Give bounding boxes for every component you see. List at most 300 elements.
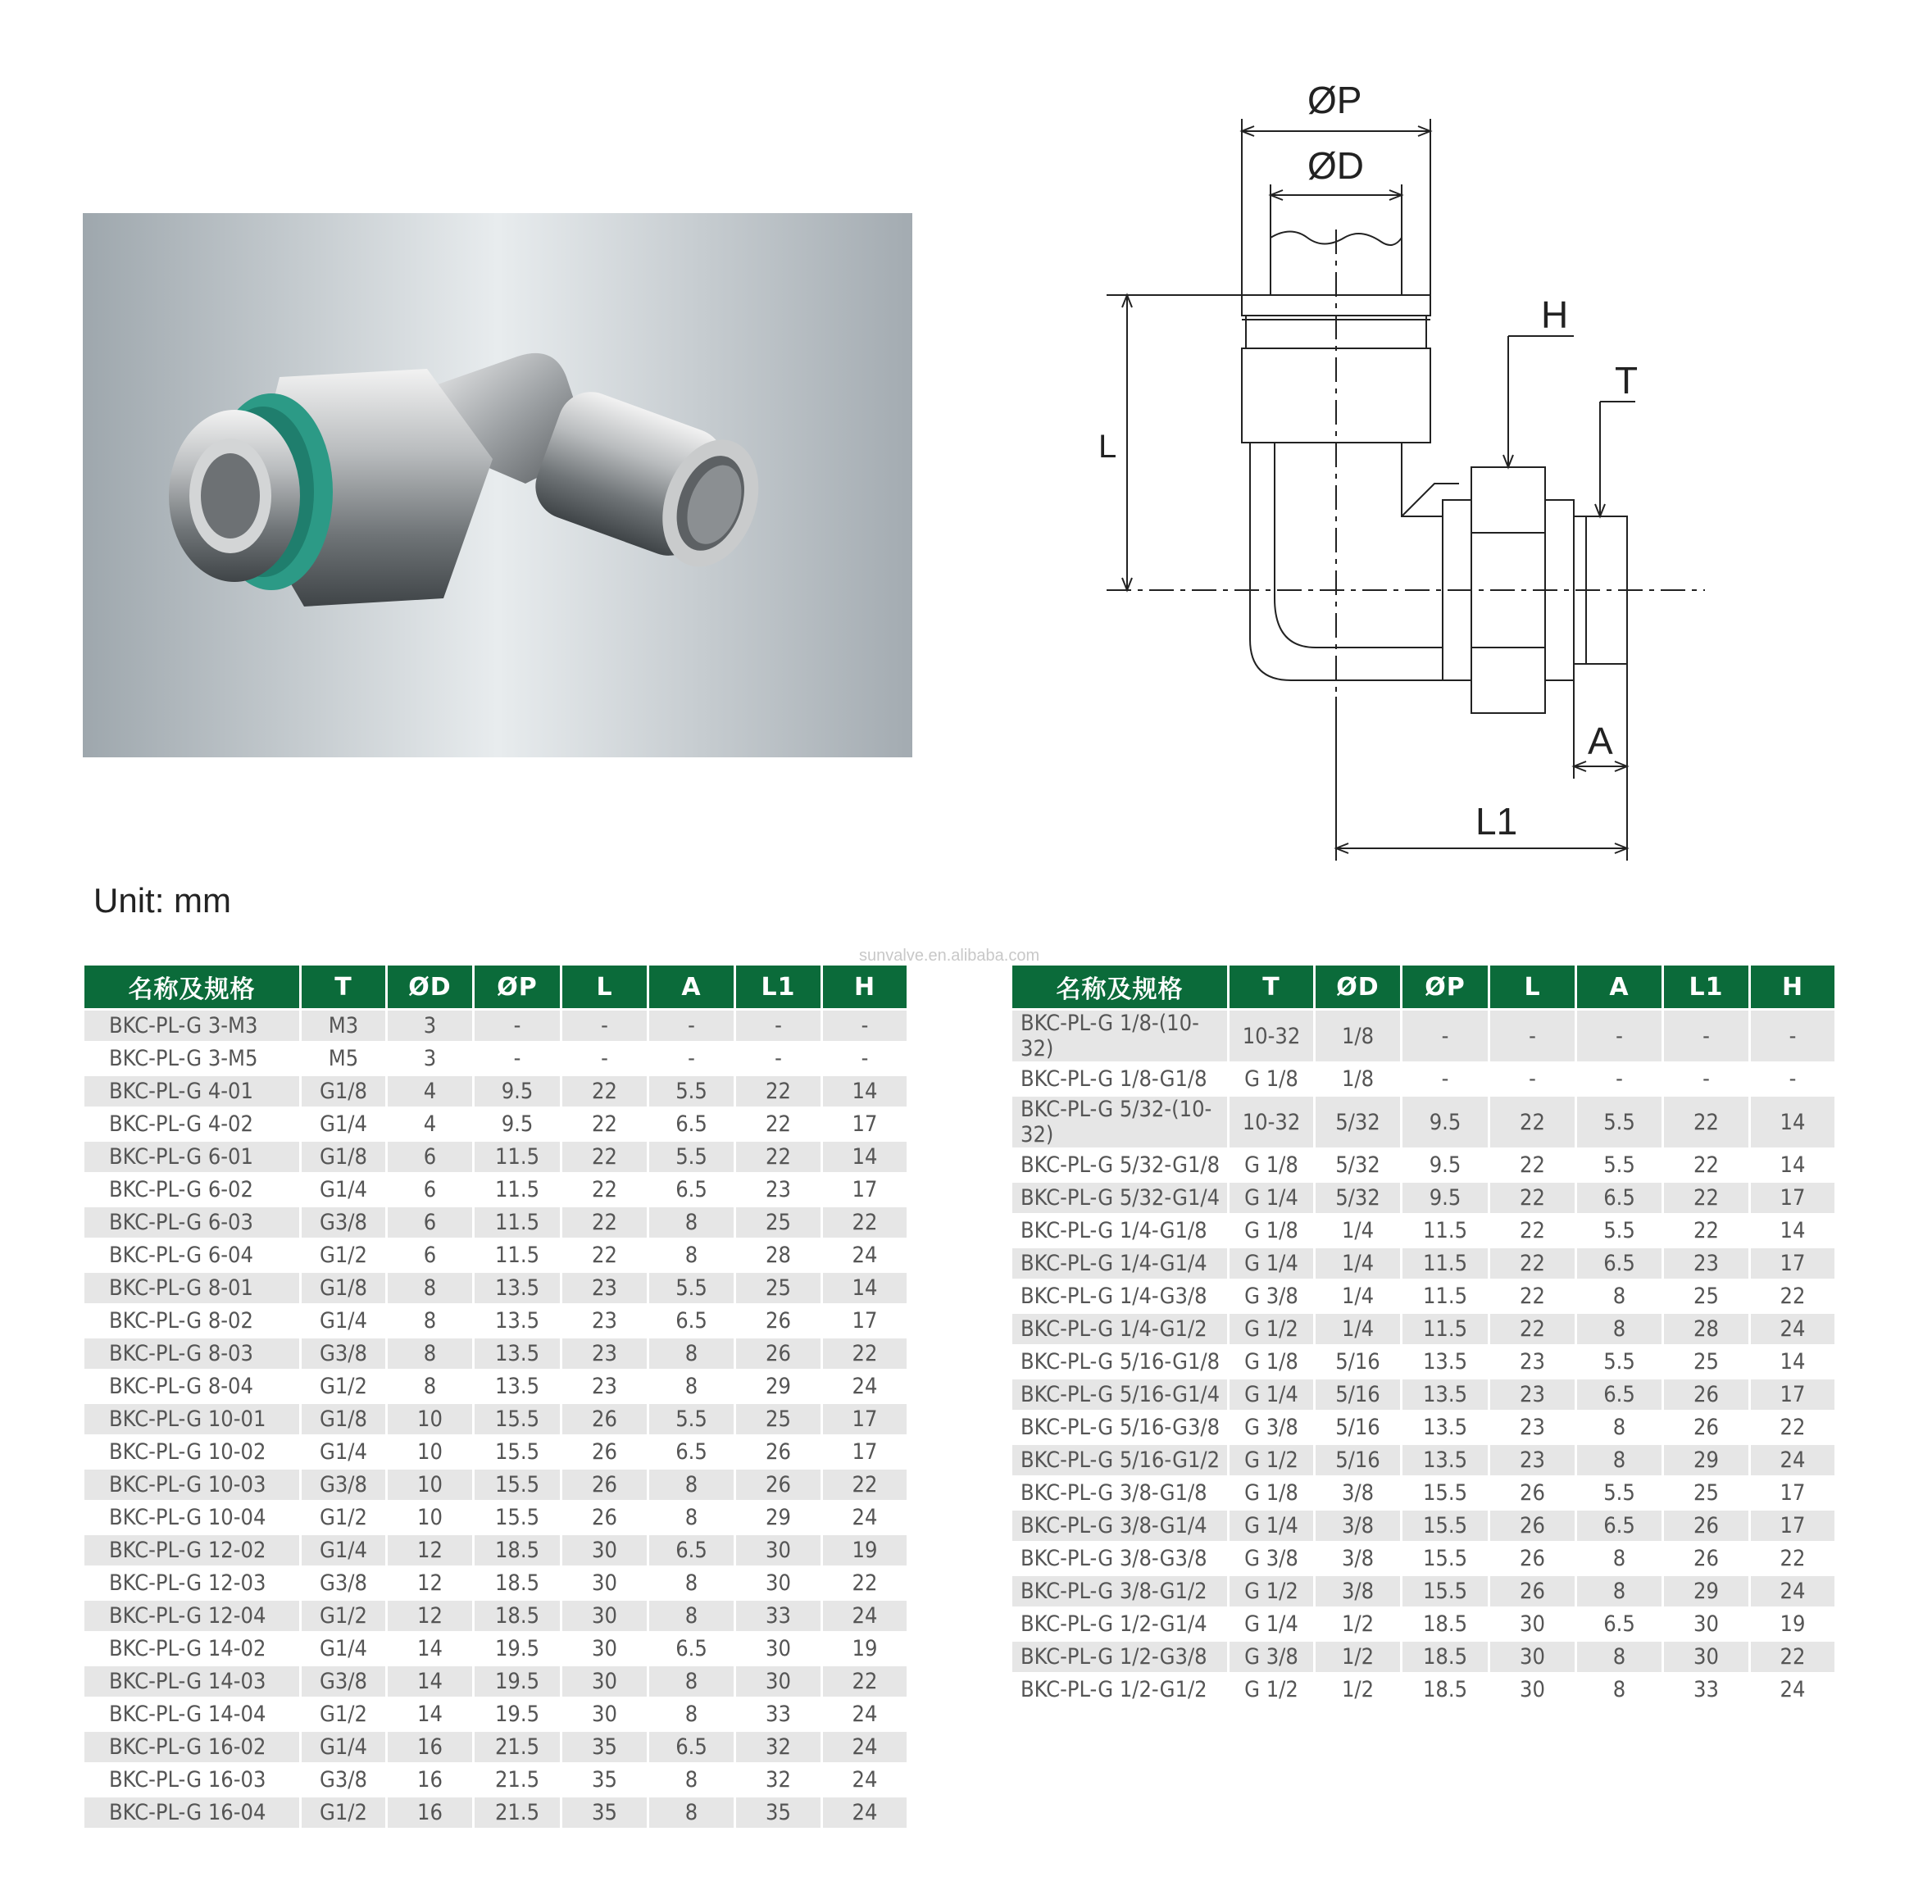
- cell-length-l: 30: [562, 1535, 647, 1565]
- cell-length-l: 30: [562, 1568, 647, 1598]
- cell-hex-h: 22: [823, 1207, 907, 1238]
- cell-model-name: BKC-PL-G 1/2-G3/8: [1012, 1642, 1227, 1672]
- cell-model-name: BKC-PL-G 8-02: [84, 1306, 299, 1336]
- column-header-diameter-d: ØD: [388, 966, 472, 1008]
- cell-model-name: BKC-PL-G 3/8-G3/8: [1012, 1543, 1227, 1574]
- cell-hex-h: 24: [823, 1601, 907, 1631]
- label-p: ØP: [1307, 79, 1362, 121]
- table-row: [84, 1568, 907, 1598]
- cell-length-a: 6.5: [649, 1732, 734, 1762]
- cell-model-name: BKC-PL-G 3/8-G1/2: [1012, 1576, 1227, 1606]
- cell-model-name: BKC-PL-G 16-04: [84, 1797, 299, 1828]
- cell-length-l: 23: [1490, 1347, 1575, 1377]
- cell-length-l1: 33: [736, 1699, 821, 1729]
- cell-length-l: 22: [1490, 1097, 1575, 1147]
- cell-model-name: BKC-PL-G 3-M3: [84, 1011, 299, 1041]
- label-d: ØD: [1307, 144, 1364, 187]
- cell-length-a: 6.5: [649, 1109, 734, 1139]
- cell-length-l: 22: [562, 1207, 647, 1238]
- table-row: [1012, 1412, 1834, 1443]
- table-row: [84, 1502, 907, 1533]
- table-row: [84, 1601, 907, 1631]
- cell-length-l1: 30: [736, 1634, 821, 1664]
- cell-hex-h: 22: [1751, 1543, 1834, 1574]
- cell-length-a: 5.5: [649, 1273, 734, 1303]
- cell-diameter-p: 13.5: [1402, 1347, 1488, 1377]
- cell-thread-t: 10-32: [1230, 1097, 1313, 1147]
- cell-diameter-p: 9.5: [1402, 1183, 1488, 1213]
- cell-length-l1: 25: [736, 1207, 821, 1238]
- cell-length-l: 23: [562, 1371, 647, 1402]
- cell-diameter-p: 13.5: [475, 1273, 560, 1303]
- cell-length-l: 23: [1490, 1379, 1575, 1410]
- cell-thread-t: G 1/2: [1230, 1576, 1313, 1606]
- cell-length-l1: -: [736, 1011, 821, 1041]
- cell-length-a: 6.5: [1577, 1248, 1662, 1279]
- cell-model-name: BKC-PL-G 5/16-G1/8: [1012, 1347, 1227, 1377]
- cell-length-l: -: [1490, 1064, 1575, 1094]
- table-row: [84, 1109, 907, 1139]
- table-row: [84, 1666, 907, 1697]
- cell-length-a: -: [1577, 1011, 1662, 1061]
- cell-hex-h: 24: [823, 1732, 907, 1762]
- cell-diameter-d: 16: [388, 1732, 472, 1762]
- cell-diameter-p: 15.5: [475, 1404, 560, 1434]
- column-header-diameter-d: ØD: [1316, 966, 1400, 1008]
- cell-thread-t: G1/4: [302, 1109, 385, 1139]
- cell-length-l1: 32: [736, 1732, 821, 1762]
- cell-diameter-d: 3/8: [1316, 1511, 1400, 1541]
- cell-length-a: 5.5: [1577, 1347, 1662, 1377]
- cell-diameter-d: 1/8: [1316, 1011, 1400, 1061]
- cell-length-l: 22: [1490, 1281, 1575, 1311]
- cell-length-a: 5.5: [649, 1076, 734, 1107]
- cell-diameter-d: 1/4: [1316, 1314, 1400, 1344]
- cell-length-l: 30: [562, 1699, 647, 1729]
- cell-model-name: BKC-PL-G 1/2-G1/2: [1012, 1675, 1227, 1705]
- cell-thread-t: G 3/8: [1230, 1543, 1313, 1574]
- cell-hex-h: 24: [823, 1371, 907, 1402]
- column-header-thread-t: T: [1230, 966, 1313, 1008]
- cell-hex-h: 17: [1751, 1379, 1834, 1410]
- cell-diameter-p: -: [1402, 1064, 1488, 1094]
- cell-length-l1: 23: [736, 1175, 821, 1205]
- table-row: [84, 1535, 907, 1565]
- column-header-model-name: 名称及规格: [84, 966, 299, 1008]
- cell-hex-h: 14: [1751, 1150, 1834, 1180]
- cell-length-l: 23: [1490, 1445, 1575, 1475]
- cell-diameter-d: 1/4: [1316, 1248, 1400, 1279]
- cell-diameter-d: 8: [388, 1306, 472, 1336]
- cell-model-name: BKC-PL-G 6-01: [84, 1142, 299, 1172]
- cell-model-name: BKC-PL-G 5/16-G3/8: [1012, 1412, 1227, 1443]
- label-t: T: [1615, 359, 1639, 402]
- cell-diameter-d: 5/16: [1316, 1445, 1400, 1475]
- cell-diameter-p: 18.5: [475, 1568, 560, 1598]
- column-header-length-a: A: [649, 966, 734, 1008]
- cell-hex-h: 24: [823, 1797, 907, 1828]
- cell-thread-t: G3/8: [302, 1338, 385, 1369]
- cell-hex-h: -: [823, 1011, 907, 1041]
- cell-hex-h: 17: [823, 1175, 907, 1205]
- cell-diameter-d: 6: [388, 1240, 472, 1270]
- column-header-diameter-p: ØP: [475, 966, 560, 1008]
- cell-length-l: 23: [562, 1338, 647, 1369]
- cell-length-l: 30: [562, 1601, 647, 1631]
- cell-diameter-p: 18.5: [1402, 1675, 1488, 1705]
- column-header-hex-h: H: [823, 966, 907, 1008]
- cell-length-l1: 22: [736, 1109, 821, 1139]
- cell-length-l: 26: [1490, 1478, 1575, 1508]
- cell-model-name: BKC-PL-G 16-02: [84, 1732, 299, 1762]
- cell-model-name: BKC-PL-G 1/8-G1/8: [1012, 1064, 1227, 1094]
- cell-diameter-p: 18.5: [1402, 1642, 1488, 1672]
- product-photo: [83, 213, 912, 757]
- cell-length-l1: 29: [736, 1371, 821, 1402]
- table-row: [84, 1371, 907, 1402]
- cell-diameter-d: 1/2: [1316, 1642, 1400, 1672]
- cell-model-name: BKC-PL-G 4-01: [84, 1076, 299, 1107]
- cell-thread-t: M3: [302, 1011, 385, 1041]
- cell-diameter-d: 1/4: [1316, 1281, 1400, 1311]
- table-row: [84, 1306, 907, 1336]
- cell-diameter-p: 15.5: [1402, 1511, 1488, 1541]
- cell-length-l1: 32: [736, 1765, 821, 1795]
- table-header-row: [1012, 966, 1834, 1008]
- cell-diameter-p: 19.5: [475, 1634, 560, 1664]
- cell-thread-t: G3/8: [302, 1666, 385, 1697]
- cell-model-name: BKC-PL-G 6-04: [84, 1240, 299, 1270]
- cell-model-name: BKC-PL-G 5/16-G1/2: [1012, 1445, 1227, 1475]
- cell-hex-h: 22: [1751, 1642, 1834, 1672]
- cell-hex-h: 22: [1751, 1412, 1834, 1443]
- cell-model-name: BKC-PL-G 6-03: [84, 1207, 299, 1238]
- cell-hex-h: 14: [823, 1076, 907, 1107]
- cell-diameter-d: 14: [388, 1666, 472, 1697]
- cell-model-name: BKC-PL-G 10-04: [84, 1502, 299, 1533]
- cell-length-l1: 26: [1664, 1412, 1748, 1443]
- table-row: [1012, 1248, 1834, 1279]
- cell-diameter-p: 13.5: [1402, 1412, 1488, 1443]
- label-l1: L1: [1475, 800, 1518, 843]
- cell-diameter-p: 9.5: [1402, 1150, 1488, 1180]
- cell-thread-t: G 1/8: [1230, 1216, 1313, 1246]
- table-row: [84, 1240, 907, 1270]
- cell-thread-t: G 1/4: [1230, 1379, 1313, 1410]
- cell-length-l1: 26: [736, 1306, 821, 1336]
- cell-diameter-p: 11.5: [1402, 1281, 1488, 1311]
- cell-thread-t: G 1/8: [1230, 1347, 1313, 1377]
- cell-length-l1: 22: [736, 1076, 821, 1107]
- cell-diameter-d: 8: [388, 1273, 472, 1303]
- table-row: [1012, 1097, 1834, 1147]
- cell-length-l1: 22: [1664, 1216, 1748, 1246]
- cell-length-l1: 30: [1664, 1642, 1748, 1672]
- cell-length-l: 22: [1490, 1248, 1575, 1279]
- cell-model-name: BKC-PL-G 14-04: [84, 1699, 299, 1729]
- cell-length-a: 6.5: [1577, 1511, 1662, 1541]
- cell-model-name: BKC-PL-G 14-02: [84, 1634, 299, 1664]
- cell-model-name: BKC-PL-G 5/16-G1/4: [1012, 1379, 1227, 1410]
- cell-diameter-p: 21.5: [475, 1765, 560, 1795]
- cell-length-l1: 25: [1664, 1347, 1748, 1377]
- cell-diameter-d: 10: [388, 1502, 472, 1533]
- table-row: [1012, 1478, 1834, 1508]
- cell-length-l: 22: [1490, 1216, 1575, 1246]
- cell-diameter-d: 12: [388, 1535, 472, 1565]
- cell-hex-h: 14: [1751, 1347, 1834, 1377]
- cell-length-l1: -: [1664, 1011, 1748, 1061]
- table-header-row: [84, 966, 907, 1008]
- cell-length-a: 8: [649, 1601, 734, 1631]
- cell-length-a: 8: [1577, 1314, 1662, 1344]
- cell-thread-t: G1/2: [302, 1502, 385, 1533]
- cell-hex-h: 17: [823, 1404, 907, 1434]
- cell-diameter-d: 10: [388, 1404, 472, 1434]
- cell-thread-t: M5: [302, 1043, 385, 1074]
- cell-thread-t: G1/8: [302, 1273, 385, 1303]
- cell-model-name: BKC-PL-G 3/8-G1/4: [1012, 1511, 1227, 1541]
- cell-length-l: 22: [562, 1142, 647, 1172]
- cell-diameter-p: 11.5: [475, 1240, 560, 1270]
- cell-length-l: 22: [562, 1076, 647, 1107]
- cell-hex-h: 14: [1751, 1216, 1834, 1246]
- cell-length-l: 30: [1490, 1675, 1575, 1705]
- cell-length-a: -: [649, 1011, 734, 1041]
- cell-hex-h: 17: [1751, 1248, 1834, 1279]
- cell-diameter-d: 6: [388, 1175, 472, 1205]
- cell-length-l: 26: [562, 1437, 647, 1467]
- table-row: [84, 1797, 907, 1828]
- cell-model-name: BKC-PL-G 12-02: [84, 1535, 299, 1565]
- cell-model-name: BKC-PL-G 1/2-G1/4: [1012, 1609, 1227, 1639]
- cell-diameter-p: 9.5: [1402, 1097, 1488, 1147]
- table-row: [1012, 1445, 1834, 1475]
- cell-length-a: 6.5: [1577, 1379, 1662, 1410]
- table-row: [84, 1732, 907, 1762]
- cell-thread-t: G1/2: [302, 1797, 385, 1828]
- cell-length-l1: 30: [1664, 1609, 1748, 1639]
- cell-hex-h: 22: [823, 1568, 907, 1598]
- cell-length-a: 8: [649, 1502, 734, 1533]
- table-row: [84, 1142, 907, 1172]
- cell-diameter-p: -: [475, 1011, 560, 1041]
- cell-diameter-p: 13.5: [475, 1371, 560, 1402]
- cell-length-l1: 25: [1664, 1281, 1748, 1311]
- spec-table-metric: [82, 963, 909, 1830]
- cell-hex-h: 22: [823, 1470, 907, 1500]
- cell-model-name: BKC-PL-G 1/4-G3/8: [1012, 1281, 1227, 1311]
- cell-length-l1: 30: [736, 1568, 821, 1598]
- cell-length-l: 22: [1490, 1183, 1575, 1213]
- cell-model-name: BKC-PL-G 1/4-G1/4: [1012, 1248, 1227, 1279]
- table-row: [1012, 1511, 1834, 1541]
- cell-model-name: BKC-PL-G 6-02: [84, 1175, 299, 1205]
- cell-length-a: 5.5: [1577, 1150, 1662, 1180]
- cell-diameter-d: 5/16: [1316, 1412, 1400, 1443]
- cell-length-l: -: [1490, 1011, 1575, 1061]
- cell-hex-h: 22: [823, 1666, 907, 1697]
- cell-length-l: 23: [1490, 1412, 1575, 1443]
- cell-hex-h: 24: [823, 1699, 907, 1729]
- cell-model-name: BKC-PL-G 3-M5: [84, 1043, 299, 1074]
- cell-diameter-p: 18.5: [475, 1535, 560, 1565]
- table-row: [1012, 1011, 1834, 1061]
- cell-thread-t: G 3/8: [1230, 1642, 1313, 1672]
- cell-length-l1: 28: [736, 1240, 821, 1270]
- cell-hex-h: -: [823, 1043, 907, 1074]
- cell-length-a: 6.5: [649, 1175, 734, 1205]
- cell-length-l: 22: [562, 1109, 647, 1139]
- cell-length-l: 26: [562, 1404, 647, 1434]
- table-row: [84, 1273, 907, 1303]
- cell-hex-h: 24: [1751, 1675, 1834, 1705]
- cell-length-a: 8: [649, 1371, 734, 1402]
- cell-length-a: 8: [649, 1699, 734, 1729]
- cell-length-l: -: [562, 1011, 647, 1041]
- cell-length-a: 6.5: [649, 1437, 734, 1467]
- cell-length-l1: 29: [1664, 1576, 1748, 1606]
- cell-thread-t: G1/2: [302, 1601, 385, 1631]
- cell-length-a: 5.5: [649, 1142, 734, 1172]
- cell-diameter-d: 8: [388, 1371, 472, 1402]
- cell-model-name: BKC-PL-G 3/8-G1/8: [1012, 1478, 1227, 1508]
- cell-length-l1: 26: [736, 1437, 821, 1467]
- cell-length-l: 22: [1490, 1314, 1575, 1344]
- cell-diameter-p: 19.5: [475, 1666, 560, 1697]
- cell-model-name: BKC-PL-G 4-02: [84, 1109, 299, 1139]
- cell-length-l1: 26: [736, 1470, 821, 1500]
- cell-length-l1: 22: [1664, 1097, 1748, 1147]
- cell-diameter-p: 11.5: [1402, 1216, 1488, 1246]
- cell-diameter-p: 15.5: [1402, 1478, 1488, 1508]
- cell-length-a: 8: [1577, 1576, 1662, 1606]
- cell-thread-t: G1/8: [302, 1076, 385, 1107]
- cell-length-a: 8: [1577, 1543, 1662, 1574]
- cell-thread-t: G 3/8: [1230, 1412, 1313, 1443]
- column-header-thread-t: T: [302, 966, 385, 1008]
- cell-diameter-d: 5/32: [1316, 1097, 1400, 1147]
- column-header-length-l1: L1: [736, 966, 821, 1008]
- cell-diameter-p: 15.5: [475, 1470, 560, 1500]
- cell-thread-t: 10-32: [1230, 1011, 1313, 1061]
- cell-thread-t: G 1/4: [1230, 1248, 1313, 1279]
- cell-length-a: 8: [649, 1666, 734, 1697]
- cell-diameter-p: 11.5: [475, 1207, 560, 1238]
- cell-length-a: 6.5: [1577, 1183, 1662, 1213]
- cell-diameter-p: 13.5: [475, 1338, 560, 1369]
- cell-model-name: BKC-PL-G 5/32-G1/8: [1012, 1150, 1227, 1180]
- cell-length-a: 6.5: [649, 1306, 734, 1336]
- cell-length-l1: 22: [736, 1142, 821, 1172]
- cell-diameter-p: 11.5: [475, 1175, 560, 1205]
- cell-model-name: BKC-PL-G 1/4-G1/8: [1012, 1216, 1227, 1246]
- cell-length-a: 8: [649, 1470, 734, 1500]
- cell-diameter-p: 18.5: [1402, 1609, 1488, 1639]
- cell-thread-t: G 3/8: [1230, 1281, 1313, 1311]
- cell-length-l1: 25: [736, 1404, 821, 1434]
- cell-length-l: 22: [1490, 1150, 1575, 1180]
- cell-thread-t: G1/4: [302, 1634, 385, 1664]
- cell-model-name: BKC-PL-G 16-03: [84, 1765, 299, 1795]
- cell-hex-h: 24: [1751, 1576, 1834, 1606]
- cell-hex-h: 17: [1751, 1478, 1834, 1508]
- cell-length-l1: 25: [1664, 1478, 1748, 1508]
- cell-length-l1: 23: [1664, 1248, 1748, 1279]
- cell-hex-h: 14: [823, 1142, 907, 1172]
- cell-diameter-d: 14: [388, 1699, 472, 1729]
- column-header-length-a: A: [1577, 966, 1662, 1008]
- table-row: [1012, 1543, 1834, 1574]
- cell-length-l1: 28: [1664, 1314, 1748, 1344]
- cell-length-l1: 30: [736, 1535, 821, 1565]
- cell-length-l: 35: [562, 1732, 647, 1762]
- cell-hex-h: 17: [823, 1109, 907, 1139]
- cell-model-name: BKC-PL-G 10-03: [84, 1470, 299, 1500]
- cell-hex-h: -: [1751, 1011, 1834, 1061]
- cell-thread-t: G 1/4: [1230, 1609, 1313, 1639]
- cell-length-l: 26: [1490, 1543, 1575, 1574]
- label-h: H: [1541, 293, 1569, 336]
- table-row: [84, 1076, 907, 1107]
- table-row: [84, 1437, 907, 1467]
- table-row: [1012, 1642, 1834, 1672]
- table-row: [1012, 1183, 1834, 1213]
- cell-length-a: 8: [649, 1568, 734, 1598]
- cell-hex-h: 19: [823, 1535, 907, 1565]
- table-row: [1012, 1064, 1834, 1094]
- cell-length-l: 35: [562, 1765, 647, 1795]
- cell-hex-h: 19: [1751, 1609, 1834, 1639]
- table-row: [1012, 1216, 1834, 1246]
- cell-hex-h: 24: [823, 1765, 907, 1795]
- cell-length-a: 8: [649, 1797, 734, 1828]
- cell-diameter-d: 3/8: [1316, 1576, 1400, 1606]
- cell-length-l: 30: [562, 1666, 647, 1697]
- cell-diameter-d: 5/16: [1316, 1347, 1400, 1377]
- cell-thread-t: G1/4: [302, 1535, 385, 1565]
- table-row: [84, 1470, 907, 1500]
- cell-diameter-d: 4: [388, 1076, 472, 1107]
- cell-diameter-d: 12: [388, 1601, 472, 1631]
- cell-diameter-p: 21.5: [475, 1732, 560, 1762]
- cell-length-l: 23: [562, 1306, 647, 1336]
- cell-length-l1: 26: [1664, 1379, 1748, 1410]
- cell-thread-t: G1/8: [302, 1404, 385, 1434]
- cell-length-l1: 22: [1664, 1150, 1748, 1180]
- cell-diameter-d: 5/16: [1316, 1379, 1400, 1410]
- cell-length-l: 26: [1490, 1511, 1575, 1541]
- cell-diameter-d: 6: [388, 1207, 472, 1238]
- cell-model-name: BKC-PL-G 8-01: [84, 1273, 299, 1303]
- cell-length-a: 6.5: [649, 1535, 734, 1565]
- cell-diameter-p: 21.5: [475, 1797, 560, 1828]
- cell-length-l1: 26: [736, 1338, 821, 1369]
- cell-diameter-d: 3: [388, 1043, 472, 1074]
- cell-length-l1: 35: [736, 1797, 821, 1828]
- cell-length-a: 5.5: [1577, 1097, 1662, 1147]
- table-row: [1012, 1150, 1834, 1180]
- cell-diameter-d: 1/4: [1316, 1216, 1400, 1246]
- column-header-hex-h: H: [1751, 966, 1834, 1008]
- cell-thread-t: G1/2: [302, 1699, 385, 1729]
- cell-model-name: BKC-PL-G 8-03: [84, 1338, 299, 1369]
- cell-diameter-d: 3/8: [1316, 1478, 1400, 1508]
- table-row: [1012, 1675, 1834, 1705]
- cell-model-name: BKC-PL-G 10-01: [84, 1404, 299, 1434]
- table-row: [84, 1699, 907, 1729]
- cell-thread-t: G1/8: [302, 1142, 385, 1172]
